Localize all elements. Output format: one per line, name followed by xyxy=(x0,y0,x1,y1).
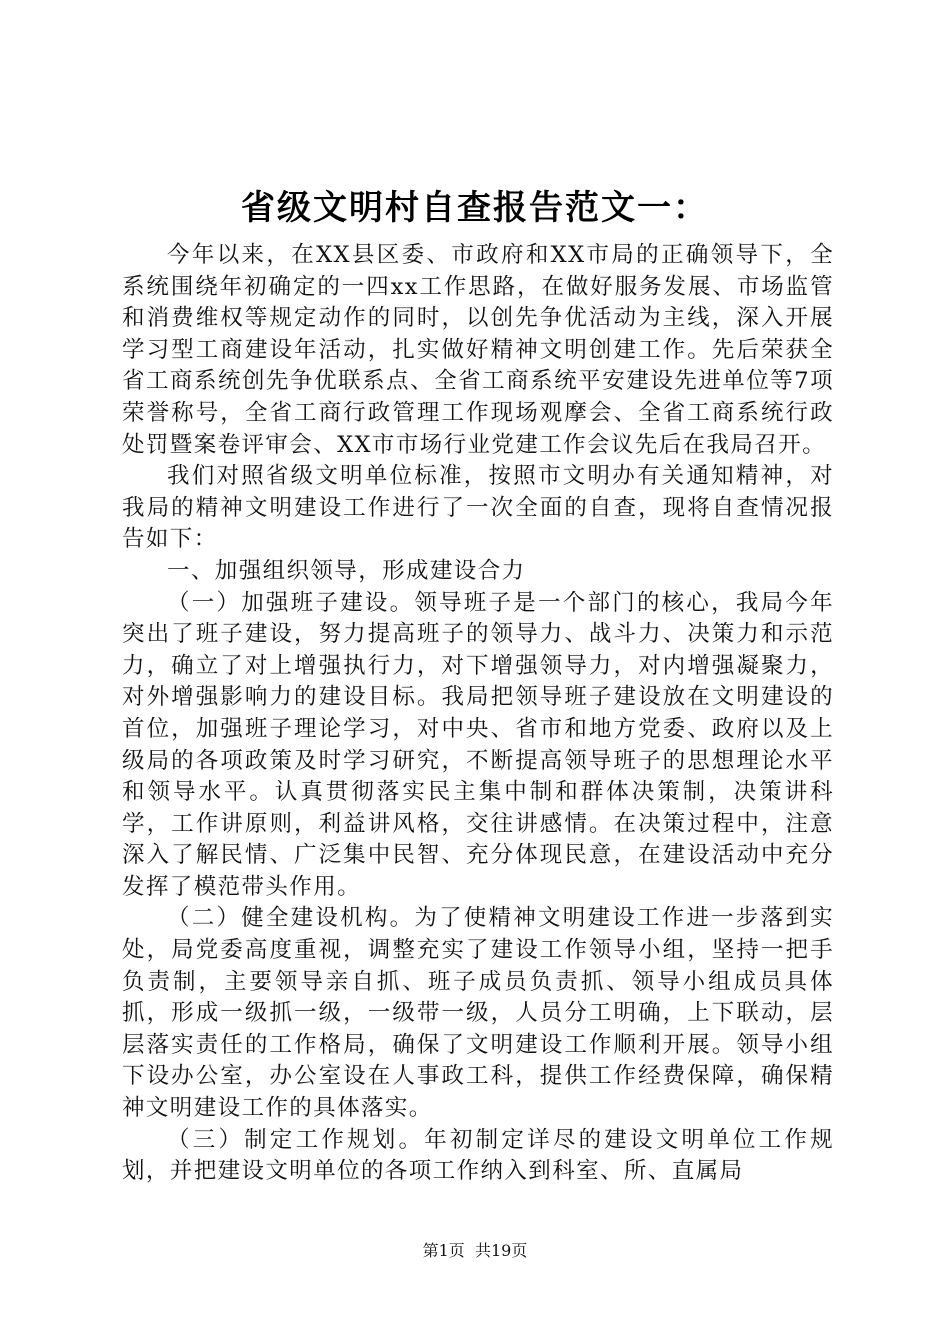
page-total: 共19页 xyxy=(474,1241,528,1260)
document-title: 省级文明村自查报告范文一： xyxy=(241,188,709,228)
paragraph-item-3: （三）制定工作规划。年初制定详尽的建设文明单位工作规划，并把建设文明单位的各项工作纳入到科室、所、直属局 xyxy=(122,1126,834,1185)
paragraph-item-1: （一）加强班子建设。领导班子是一个部门的核心，我局今年突出了班子建设，努力提高班子的领导力、战斗力、决策力和示范力，确立了对上增强执行力，对下增强领导力，对内增强凝聚力，对外增强影响力的建设目标。我局把领导班子建设放在文明建设的首位，加强班子理论学习，对中央、省市和地方党委、政府以及上级局的各项政策及时学习研究，不断提高领导班子的思想理论水平和领导水平。认真贯彻落实民主集中制和群体决策制，决策讲科学，工作讲原则，利益讲风格，交往讲感情。在决策过程中，注意深入了解民情、广泛集中民智、充分体现民意，在建设活动中充分发挥了模范带头作用。 xyxy=(122,589,834,900)
paragraph-self-check: 我们对照省级文明单位标准，按照市文明办有关通知精神，对我局的精神文明建设工作进行了一次全面的自查，现将自查情况报告如下： xyxy=(122,463,834,553)
page-number: 第1页 xyxy=(422,1241,465,1260)
page-footer xyxy=(0,1240,950,1262)
paragraph-intro: 今年以来，在XX县区委、市政府和XX市局的正确领导下，全系统围绕年初确定的一四xx工作思路，在做好服务发展、市场监管和消费维权等规定动作的同时，以创先争优活动为主线，深入开展学习型工商建设年活动，扎实做好精神文明创建工作。先后荣获全省工商系统创先争优联系点、全省工商系统平安建设先进单位等7项荣誉称号，全省工商行政管理工作现场观摩会、全省工商系统行政处罚暨案卷评审会、XX市市场行业党建工作会议先后在我局召开。 xyxy=(122,242,834,458)
paragraph-item-2: （二）健全建设机构。为了使精神文明建设工作进一步落到实处，局党委高度重视，调整充实了建设工作领导小组，坚持一把手负责制，主要领导亲自抓、班子成员负责抓、领导小组成员具体抓，形成一级抓一级，一级带一级，人员分工明确，上下联动，层层落实责任的工作格局，确保了文明建设工作顺利开展。领导小组下设办公室，办公室设在人事政工科，提供工作经费保障，确保精神文明建设工作的具体落实。 xyxy=(122,905,834,1122)
document-body xyxy=(122,240,834,1188)
section-heading-1: 一、加强组织领导，形成建设合力 xyxy=(167,557,526,584)
